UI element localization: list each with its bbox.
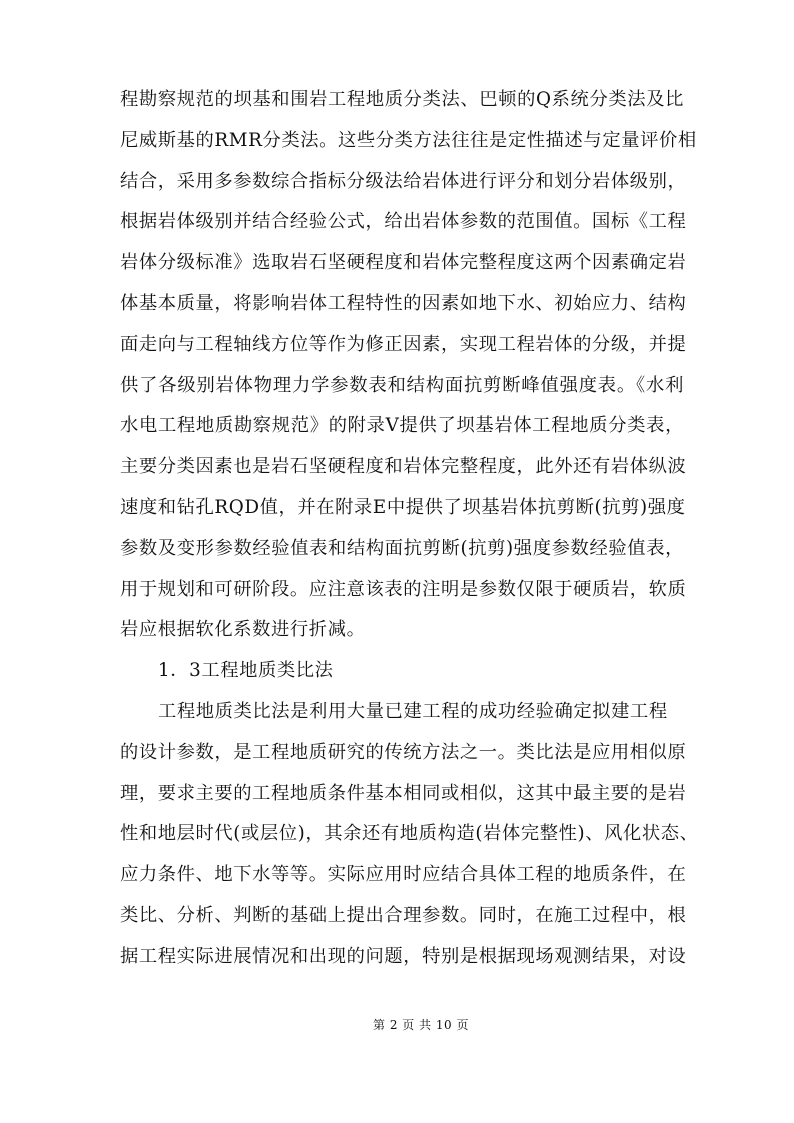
paragraph-line: 参数及变形参数经验值表和结构面抗剪断(抗剪)强度参数经验值表， — [120, 537, 684, 559]
paragraph-line: 用于规划和可研阶段。应注意该表的注明是参数仅限于硬质岩，软质 — [120, 578, 687, 600]
paragraph-line: 的设计参数，是工程地质研究的传统方法之一。类比法是应用相似原 — [120, 741, 687, 763]
paragraph-line: 理，要求主要的工程地质条件基本相同或相似，这其中最主要的是岩 — [120, 782, 687, 804]
paragraph-line: 速度和钻孔RQD值，并在附录E中提供了坝基岩体抗剪断(抗剪)强度 — [120, 496, 686, 518]
paragraph-line: 据工程实际进展情况和出现的问题，特别是根据现场观测结果，对设 — [120, 945, 687, 967]
paragraph-line: 岩应根据软化系数进行折减。 — [120, 619, 366, 641]
paragraph-line: 主要分类因素也是岩石坚硬程度和岩体完整程度，此外还有岩体纵波 — [120, 456, 687, 478]
paragraph-line: 应力条件、地下水等等。实际应用时应结合具体工程的地质条件，在 — [120, 864, 687, 886]
paragraph-line: 水电工程地质勘察规范》的附录V提供了坝基岩体工程地质分类表， — [120, 415, 684, 437]
section-heading: 1．3工程地质类比法 — [158, 660, 334, 682]
paragraph-line: 结合，采用多参数综合指标分级法给岩体进行评分和划分岩体级别， — [120, 170, 687, 192]
paragraph-line: 尼威斯基的RMR分类法。这些分类方法往往是定性描述与定量评价相 — [120, 129, 697, 151]
paragraph-line: 工程地质类比法是利用大量已建工程的成功经验确定拟建工程 — [158, 700, 668, 722]
paragraph-line: 类比、分析、判断的基础上提出合理参数。同时，在施工过程中，根 — [120, 904, 687, 926]
paragraph-line: 体基本质量，将影响岩体工程特性的因素如地下水、初始应力、结构 — [120, 292, 687, 314]
paragraph-line: 面走向与工程轴线方位等作为修正因素，实现工程岩体的分级，并提 — [120, 333, 687, 355]
body-text — [120, 80, 699, 978]
paragraph-line: 性和地层时代(或层位)，其余还有地质构造(岩体完整性)、风化状态、 — [120, 823, 699, 845]
paragraph-line: 供了各级别岩体物理力学参数表和结构面抗剪断峰值强度表。《水利 — [120, 374, 684, 396]
paragraph-line: 程勘察规范的坝基和围岩工程地质分类法、巴顿的Q系统分类法及比 — [120, 89, 684, 110]
paragraph-line: 岩体分级标准》选取岩石坚硬程度和岩体完整程度这两个因素确定岩 — [120, 252, 687, 274]
page-number-footer: 第 2 页 共 10 页 — [373, 1018, 469, 1032]
paragraph-line: 根据岩体级别并结合经验公式，给出岩体参数的范围值。国标《工程 — [120, 211, 687, 233]
